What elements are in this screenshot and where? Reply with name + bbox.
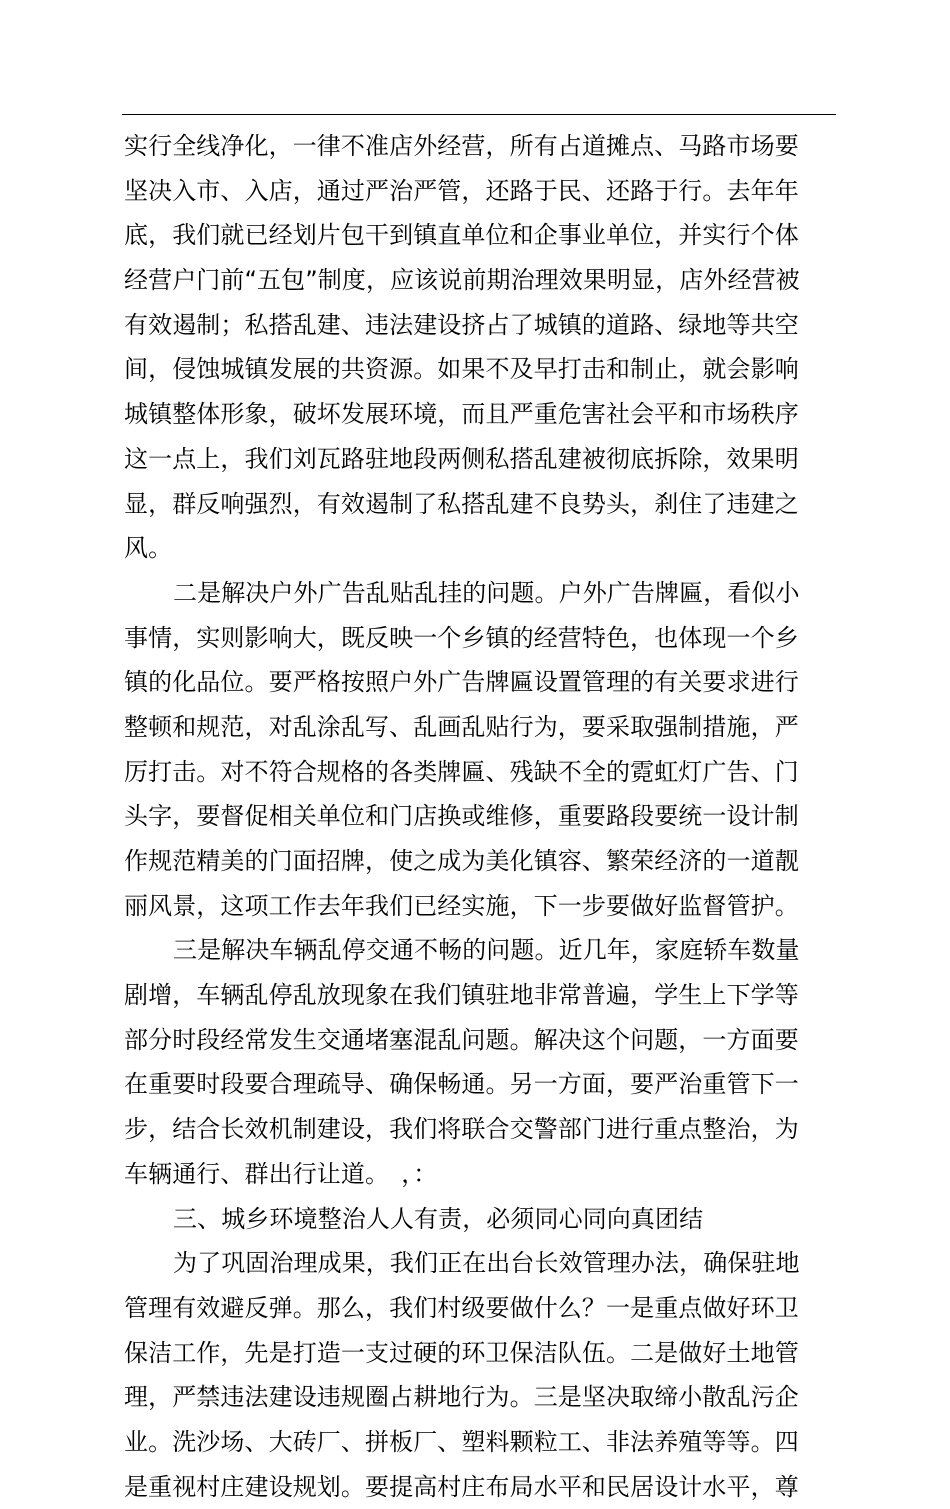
header-rule [122,114,836,115]
body-text [124,124,836,1509]
text-line: 车辆通行、群出行让道。 ，： [124,1159,438,1188]
text-line: 业。洗沙场、大砖厂、拼板厂、塑料颗粒工、非法养殖等等。四 [124,1427,799,1456]
text-line: 实行全线净化，一律不准店外经营，所有占道摊点、马路市场要 [124,132,799,160]
text-line: 理，严禁违法建设违规圈占耕地行为。三是坚决取缔小散乱污企 [124,1383,799,1412]
text-line: 管理有效避反弹。那么，我们村级要做什么？一是重点做好环卫 [124,1293,799,1322]
text-line: 步，结合长效机制建设，我们将联合交警部门进行重点整治，为 [124,1115,799,1144]
paragraph-start-line: 二是解决户外广告乱贴乱挂的问题。户外广告牌匾，看似小 [173,578,800,607]
text-line: 丽风景，这项工作去年我们已经实施，下一步要做好监督管护。 [124,891,799,920]
paragraph-start-line: 三是解决车辆乱停交通不畅的问题。近几年，家庭轿车数量 [173,936,800,965]
text-line: 部分时段经常发生交通堵塞混乱问题。解决这个问题，一方面要 [124,1025,799,1054]
section-heading: 三、城乡环境整治人人有责，必须同心同向真团结 [173,1204,704,1233]
paragraph-start-line: 为了巩固治理成果，我们正在出台长效管理办法，确保驻地 [173,1249,800,1278]
text-line: 坚决入市、入店，通过严治严管，还路于民、还路于行。去年年 [124,176,799,205]
text-line: 经营户门前“五包”制度，应该说前期治理效果明显，店外经营被 [124,266,800,295]
text-line: 城镇整体形象，破坏发展环境，而且严重危害社会平和市场秩序 [124,400,799,429]
text-line: 作规范精美的门面招牌，使之成为美化镇容、繁荣经济的一道靓 [124,847,799,875]
text-line: 显，群反响强烈，有效遏制了私搭乱建不良势头，刹住了违建之 [124,489,799,518]
text-line: 保洁工作，先是打造一支过硬的环卫保洁队伍。二是做好土地管 [124,1338,799,1367]
text-line: 风。 [124,534,173,563]
text-line: 剧增，车辆乱停乱放现象在我们镇驻地非常普遍，学生上下学等 [124,981,799,1010]
text-line: 事情，实则影响大，既反映一个乡镇的经营特色，也体现一个乡 [124,623,799,652]
text-line: 是重视村庄建设规划。要提高村庄布局水平和民居设计水平，尊 [124,1472,799,1501]
text-line: 整顿和规范，对乱涂乱写、乱画乱贴行为，要采取强制措施，严 [124,712,799,741]
text-line: 有效遏制；私搭乱建、违法建设挤占了城镇的道路、绿地等共空 [124,310,799,339]
text-line: 在重要时段要合理疏导、确保畅通。另一方面，要严治重管下一 [124,1070,799,1099]
text-line: 厉打击。对不符合规格的各类牌匾、残缺不全的霓虹灯广告、门 [124,757,799,786]
text-line: 镇的化品位。要严格按照户外广告牌匾设置管理的有关要求进行 [124,668,799,697]
text-line: 间，侵蚀城镇发展的共资源。如果不及早打击和制止，就会影响 [124,355,799,384]
text-line: 这一点上，我们刘瓦路驻地段两侧私搭乱建被彻底拆除，效果明 [124,444,799,473]
text-line: 头字，要督促相关单位和门店换或维修，重要路段要统一设计制 [124,802,799,831]
text-line: 底，我们就已经划片包干到镇直单位和企事业单位，并实行个体 [124,221,799,250]
